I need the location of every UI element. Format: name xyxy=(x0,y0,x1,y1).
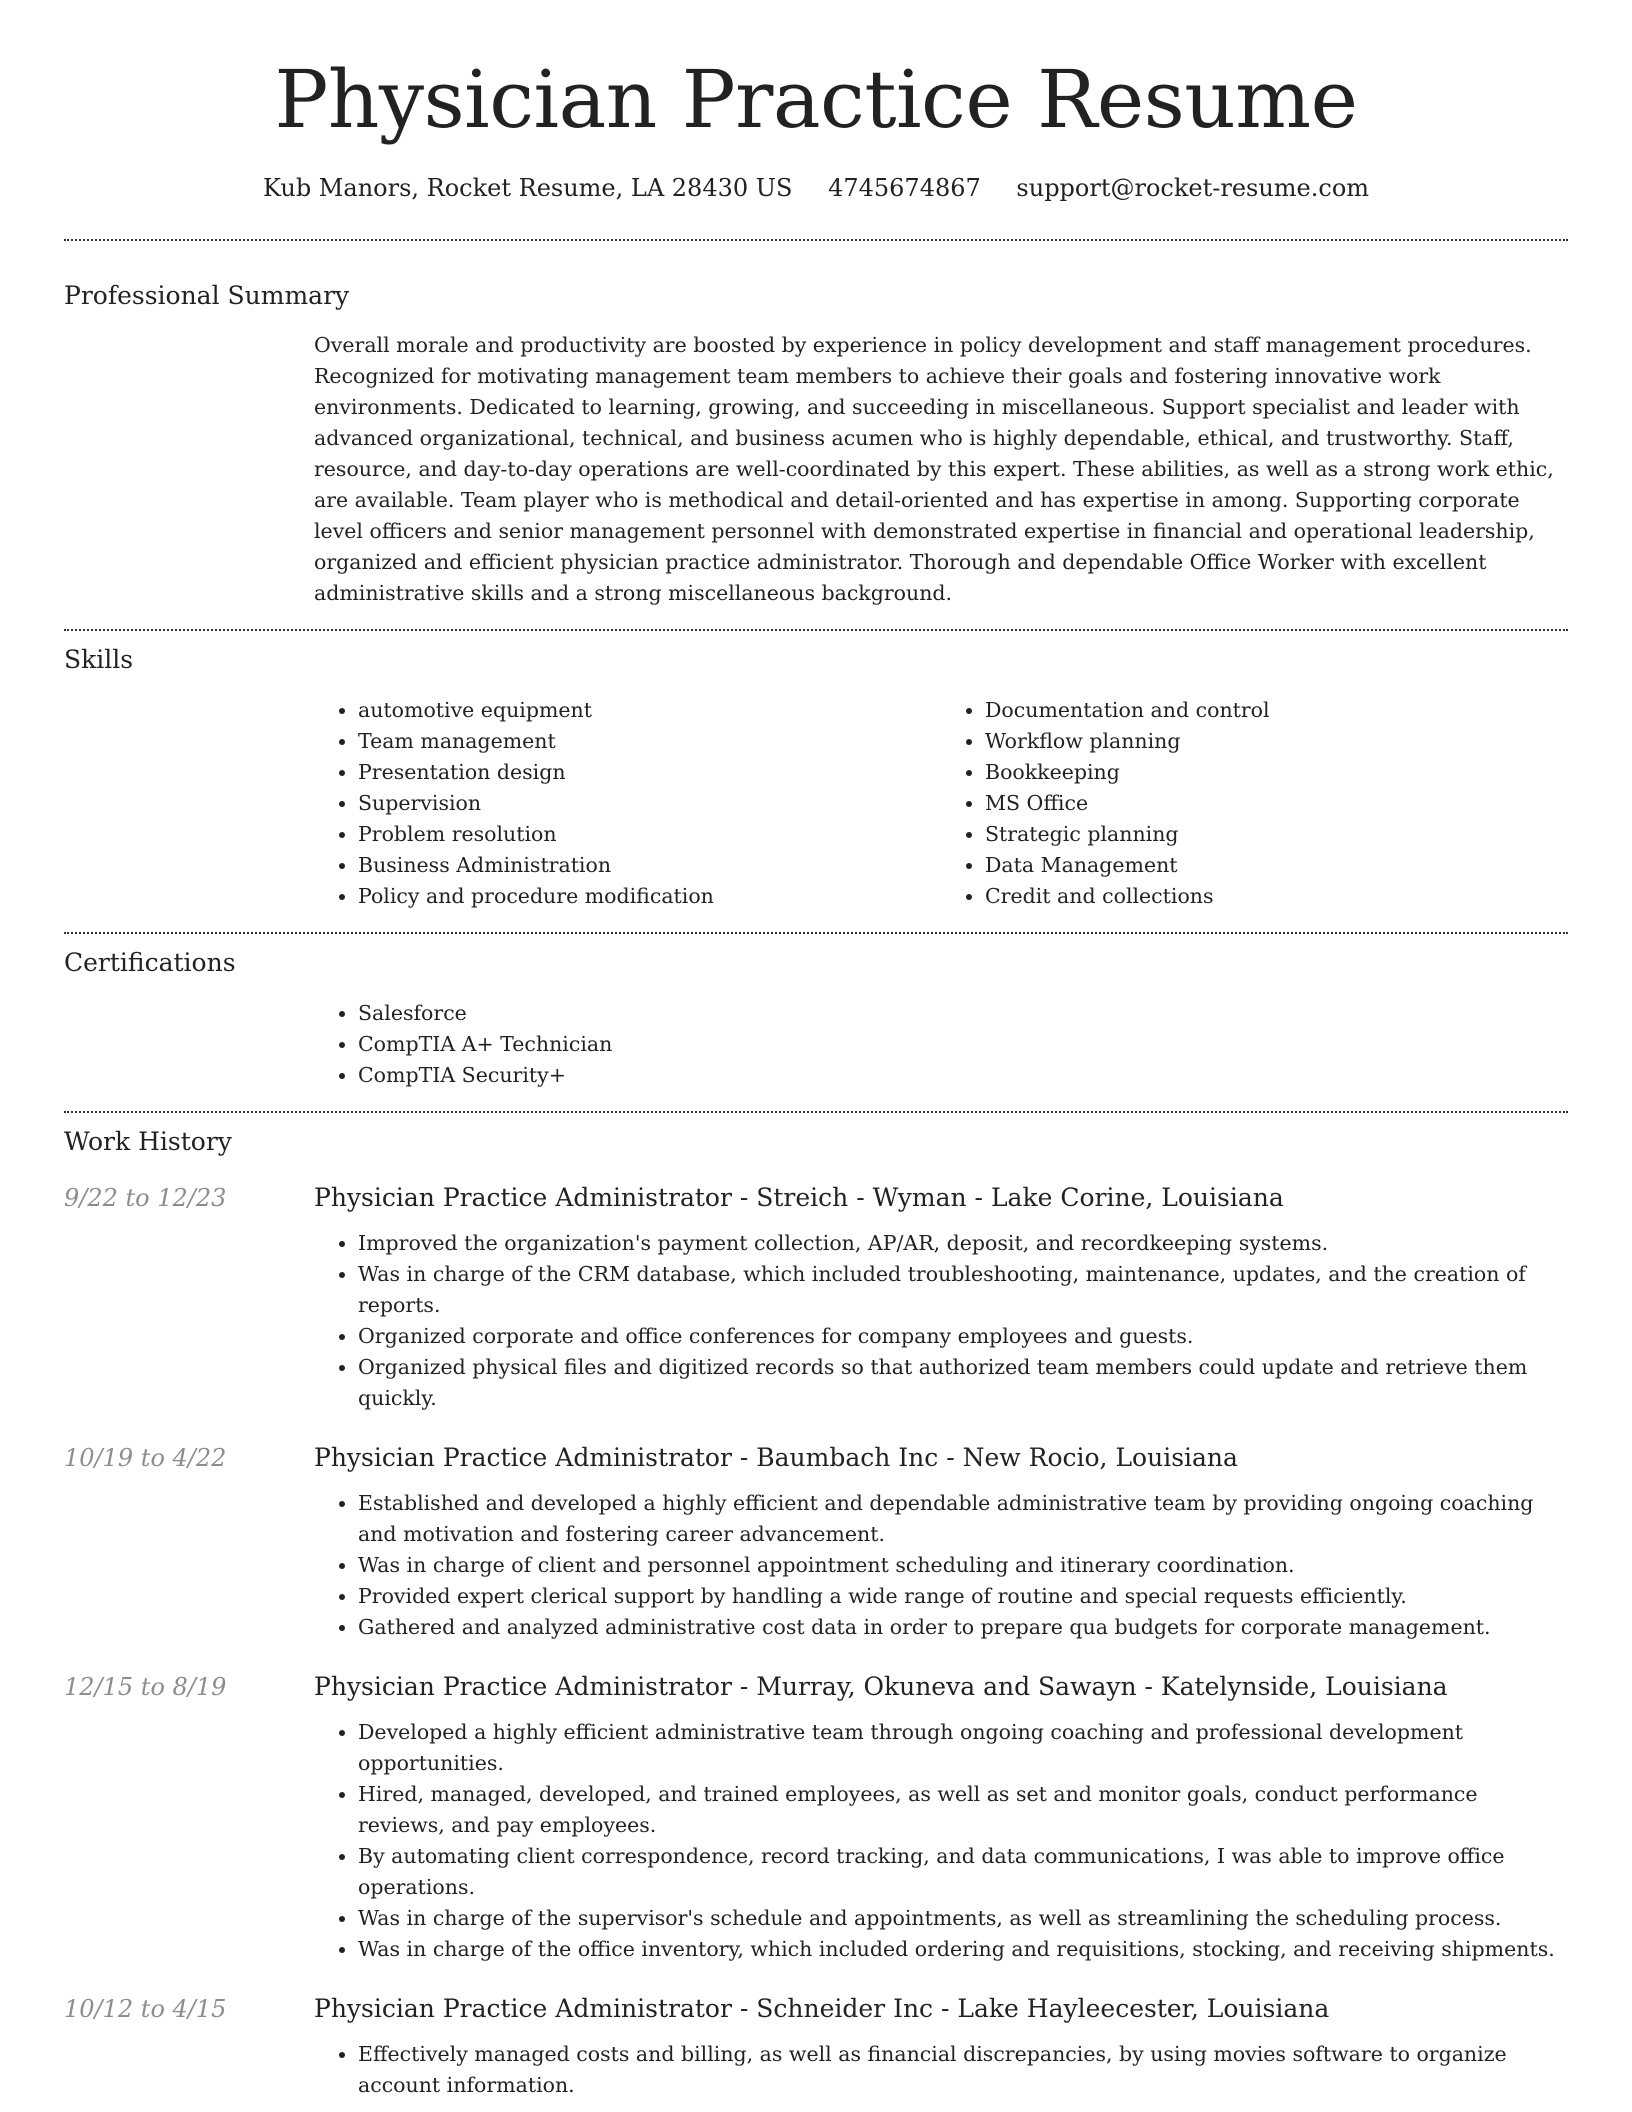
skill-item: • Policy and procedure modification xyxy=(358,881,941,912)
skill-item: • Credit and collections xyxy=(985,881,1568,912)
divider xyxy=(64,1111,1568,1113)
skills-column-right xyxy=(941,695,1568,912)
job-bullet: • Developed a highly efficient administrative team through ongoing coaching and professional development opportunities. xyxy=(358,1717,1568,1779)
job-bullet: • Organized corporate and office conferences for company employees and guests. xyxy=(358,1321,1568,1352)
contact-address: Kub Manors, Rocket Resume, LA 28430 US xyxy=(262,174,793,202)
certifications-list xyxy=(314,998,1568,1091)
job-title: Physician Practice Administrator - Streich - Wyman - Lake Corine, Louisiana xyxy=(314,1183,1284,1212)
job-bullet: • Hired, managed, developed, and trained employees, as well as set and monitor goals, conduct performance reviews, and pay employees. xyxy=(358,1779,1568,1841)
skill-item: • Presentation design xyxy=(358,757,941,788)
job-dates: 10/12 to 4/15 xyxy=(64,1995,227,2023)
job-dates: 12/15 to 8/19 xyxy=(64,1673,227,1701)
skills-list xyxy=(314,695,1568,912)
skill-item: • Strategic planning xyxy=(985,819,1568,850)
summary-body xyxy=(314,330,1568,609)
job-bullet: • Gathered and analyzed administrative cost data in order to prepare qua budgets for corporate management. xyxy=(358,1612,1568,1643)
resume-page xyxy=(64,0,1568,2101)
section-title-work-history: Work History xyxy=(64,1127,232,1156)
section-title-summary: Professional Summary xyxy=(64,281,350,310)
job-entry xyxy=(64,1441,1568,1643)
job-bullet: • Was in charge of the office inventory, which included ordering and requisitions, stocking, and receiving shipments. xyxy=(358,1934,1568,1965)
skill-item: • Documentation and control xyxy=(985,695,1568,726)
job-bullet: • Effectively managed costs and billing, as well as financial discrepancies, by using movies software to organize account information. xyxy=(358,2039,1568,2101)
contact-line xyxy=(64,172,1568,204)
certification-item: • CompTIA Security+ xyxy=(358,1060,1568,1091)
resume-title: Physician Practice Resume xyxy=(274,53,1358,146)
job-bullet: • Was in charge of the supervisor's schedule and appointments, as well as streamlining the scheduling process. xyxy=(358,1903,1568,1934)
job-bullets xyxy=(314,1228,1568,1414)
job-title: Physician Practice Administrator - Schneider Inc - Lake Hayleecester, Louisiana xyxy=(314,1994,1330,2023)
contact-email: support@rocket-resume.com xyxy=(1016,174,1370,202)
skill-item: • Bookkeeping xyxy=(985,757,1568,788)
divider xyxy=(64,932,1568,934)
job-bullet: • Provided expert clerical support by handling a wide range of routine and special requests efficiently. xyxy=(358,1581,1568,1612)
divider xyxy=(64,239,1568,241)
job-entry xyxy=(64,1181,1568,1414)
certification-item: • Salesforce xyxy=(358,998,1568,1029)
certification-item: • CompTIA A+ Technician xyxy=(358,1029,1568,1060)
skill-item: • Business Administration xyxy=(358,850,941,881)
job-dates: 10/19 to 4/22 xyxy=(64,1444,227,1472)
skills-column-left xyxy=(314,695,941,912)
skill-item: • MS Office xyxy=(985,788,1568,819)
skill-item: • Team management xyxy=(358,726,941,757)
skill-item: • Problem resolution xyxy=(358,819,941,850)
skill-item: • Supervision xyxy=(358,788,941,819)
job-entry xyxy=(64,1992,1568,2101)
job-title: Physician Practice Administrator - Baumbach Inc - New Rocio, Louisiana xyxy=(314,1443,1238,1472)
job-bullet: • Organized physical files and digitized records so that authorized team members could update and retrieve them quickly. xyxy=(358,1352,1568,1414)
job-bullet: • Was in charge of the CRM database, which included troubleshooting, maintenance, updates, and the creation of reports. xyxy=(358,1259,1568,1321)
job-title: Physician Practice Administrator - Murray, Okuneva and Sawayn - Katelynside, Louisiana xyxy=(314,1672,1448,1701)
job-entry xyxy=(64,1670,1568,1965)
section-title-skills: Skills xyxy=(64,645,134,674)
skill-item: • Workflow planning xyxy=(985,726,1568,757)
summary-text: Overall morale and productivity are boosted by experience in policy development and staff management procedures. Recognized for motivating management team members to achieve their goals and fostering innovative work environments. Dedicated to learning, growing, and succeeding in miscellaneous. Support specialist and leader with advanced organizational, technical, and business acumen who is highly dependable, ethical, and trustworthy. Staff, resource, and day-to-day operations are well-coordinated by this expert. These abilities, as well as a strong work ethic, are available. Team player who is methodical and detail-oriented and has expertise in among. Supporting corporate level officers and senior management personnel with demonstrated expertise in financial and operational leadership, organized and efficient physician practice administrator. Thorough and dependable Office Worker with excellent administrative skills and a strong miscellaneous background. xyxy=(314,333,1554,605)
job-dates: 9/22 to 12/23 xyxy=(64,1184,227,1212)
job-bullets xyxy=(314,1717,1568,1965)
job-bullet: • Was in charge of client and personnel appointment scheduling and itinerary coordination. xyxy=(358,1550,1568,1581)
job-bullet: • Improved the organization's payment collection, AP/AR, deposit, and recordkeeping systems. xyxy=(358,1228,1568,1259)
section-title-certifications: Certifications xyxy=(64,948,236,977)
job-bullet: • Established and developed a highly efficient and dependable administrative team by providing ongoing coaching and motivation and fostering career advancement. xyxy=(358,1488,1568,1550)
job-bullets xyxy=(314,2039,1568,2101)
skill-item: • Data Management xyxy=(985,850,1568,881)
skill-item: • automotive equipment xyxy=(358,695,941,726)
contact-phone: 4745674867 xyxy=(828,174,981,202)
divider xyxy=(64,629,1568,631)
job-bullets xyxy=(314,1488,1568,1643)
job-bullet: • By automating client correspondence, record tracking, and data communications, I was able to improve office operations. xyxy=(358,1841,1568,1903)
